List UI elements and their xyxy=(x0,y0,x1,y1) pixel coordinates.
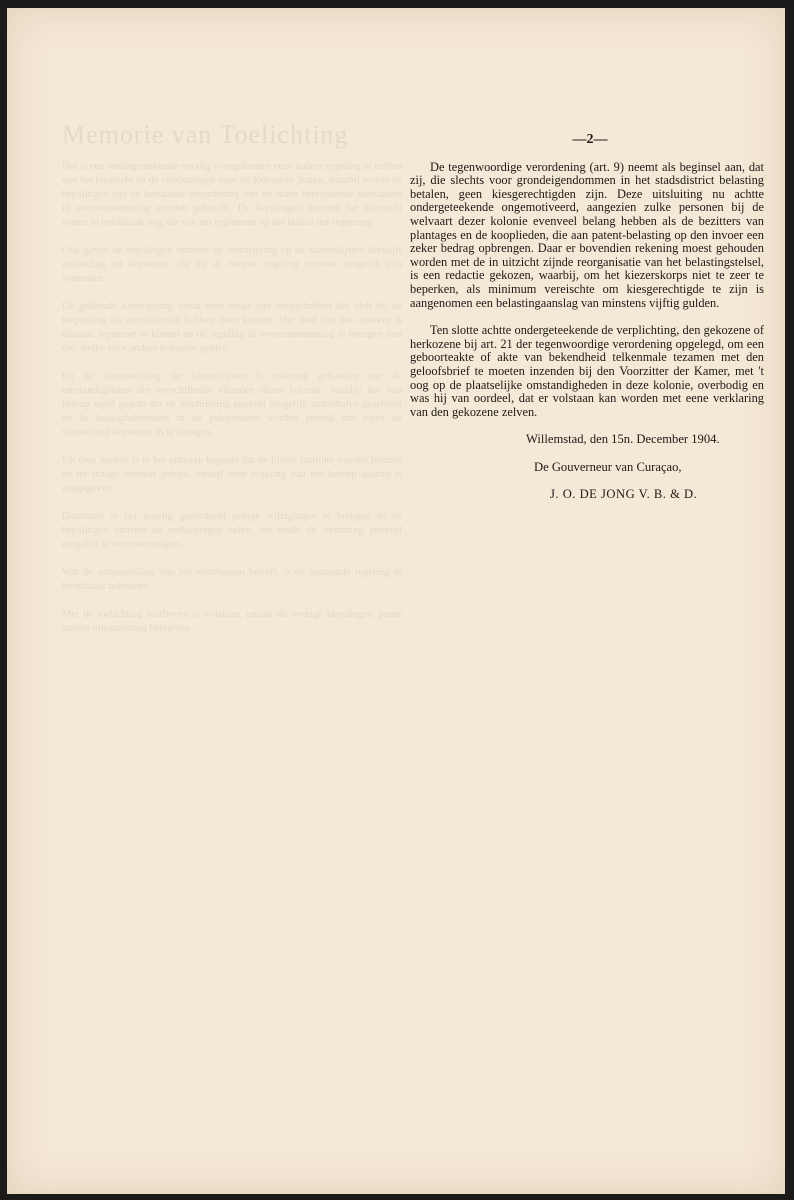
signatory-title: De Gouverneur van Curaçao, xyxy=(534,459,682,474)
bleed-through-reverse-side xyxy=(62,118,402,1068)
page-number: —2— xyxy=(572,132,608,147)
bleed-through-paragraph: Daarnaast is het noodig geoordeeld eenige wijzigingen te brengen in de bepalingen omtrent de verkiezingen zelve, ten einde de stemming zooveel mogelijk te vereenvoudigen. xyxy=(62,511,402,550)
body-paragraph: Ten slotte achtte ondergeteekende de verplichting, den gekozene of herkozene bij art. 21 der tegenwoordige verordening opgelegd, om een geboorteakte of akte van bekendheid telkenmale tezamen met den geloofsbrief te moeten inzenden bij den Voorzitter der Kamer, met 't oog op de plaatselijke omstandigheden in deze kolonie, overbodig en was hij van oordeel, dat er volstaan kan worden met eene verklaring van den gekozene zelven. xyxy=(410,323,764,419)
bleed-through-paragraph: Het is een ondergeteekende noodig voorgekomen eene nadere regeling te treffen van het kiesrecht en de verkiezingen voor de Koloniale Staten, waarbij tevens de bepalingen van de bestaande verordening met de thans heerschende toestanden in overeenstemming worden gebracht. De bepalingen omtrent het kiesrecht waren in hoofdzaak nog die van het reglement op het beleid der regeering. xyxy=(62,161,402,228)
bleed-through-paragraph: Ook gaven de bepalingen omtrent de inschrijving op de kiezerslijsten dikwijls aanleiding tot bezwaren, die bij de nieuwe regeling zooveel mogelijk zijn vermeden. xyxy=(62,245,402,284)
document-page xyxy=(7,8,785,1194)
bleed-through-paragraph: Wat de samenstelling van het stembureau betreft, is de bestaande regeling in hoofdzaak behouden. xyxy=(62,567,402,592)
bleed-through-paragraph: De geldende kiesregeling bevat eene reeks van voorschriften die zich bij de toepassing als onvoldoende hebben doen kennen. Het doel van het ontwerp is daaraan tegemoet te komen en de regeling in overeenstemming te brengen met die, welke voor andere koloniën gelden. xyxy=(62,301,402,354)
bleed-through-title: Memorie van Toelichting xyxy=(62,120,349,149)
bleed-through-paragraph: Met de toelichting hierboven is volstaan, omdat de overige bepalingen geene nadere uiteenzetting behoeven. xyxy=(62,609,402,634)
place-and-date: Willemstad, den 15n. December 1904. xyxy=(526,432,720,447)
signatory-name: J. O. DE JONG V. B. & D. xyxy=(550,487,698,502)
bleed-through-paragraph: Bij de samenstelling der kiezerslijsten is rekening gehouden met de omstandigheden der verschillende eilanden dezer kolonie, waarbij het van belang werd geacht dat de inschrijving zooveel mogelijk ambtshalve geschiedt en de belanghebbenden in de gelegenheid worden gesteld om tegen de vaststelling bezwaren in te brengen. xyxy=(62,371,402,438)
document-text-column xyxy=(410,133,764,502)
body-paragraph: De tegenwoordige verordening (art. 9) neemt als beginsel aan, dat zij, die slechts voor grondeigendommen in het stadsdistrict belasting betalen, geen kiesgerechtigden zijn. Deze uitsluiting nu achtte ondergeteekende ongemotiveerd, aangezien zulke personen bij de welvaart dezer kolonie evenveel belang hebben als de bezitters van plantages en de kooplieden, die aan patent-belasting op den invoer een zeker bedrag opbrengen. Daar er bovendien rekening moest gehouden worden met de in uitzicht zijnde reorganisatie van het belastingstelsel, is een redactie gekozen, waarbij, om het kiezerskorps niet te zeer te beperken, als minimum vereischte om kiesgerechtigde te zijn is aangenomen een belastingaanslag van minstens vijftig gulden. xyxy=(410,159,764,310)
bleed-through-paragraph: Uit dien hoofde is in het ontwerp bepaald dat de lijsten jaarlijks worden herzien en ter inzage worden gelegd, terwijl eene regeling van het beroep daarbij is aangegeven. xyxy=(62,455,402,494)
